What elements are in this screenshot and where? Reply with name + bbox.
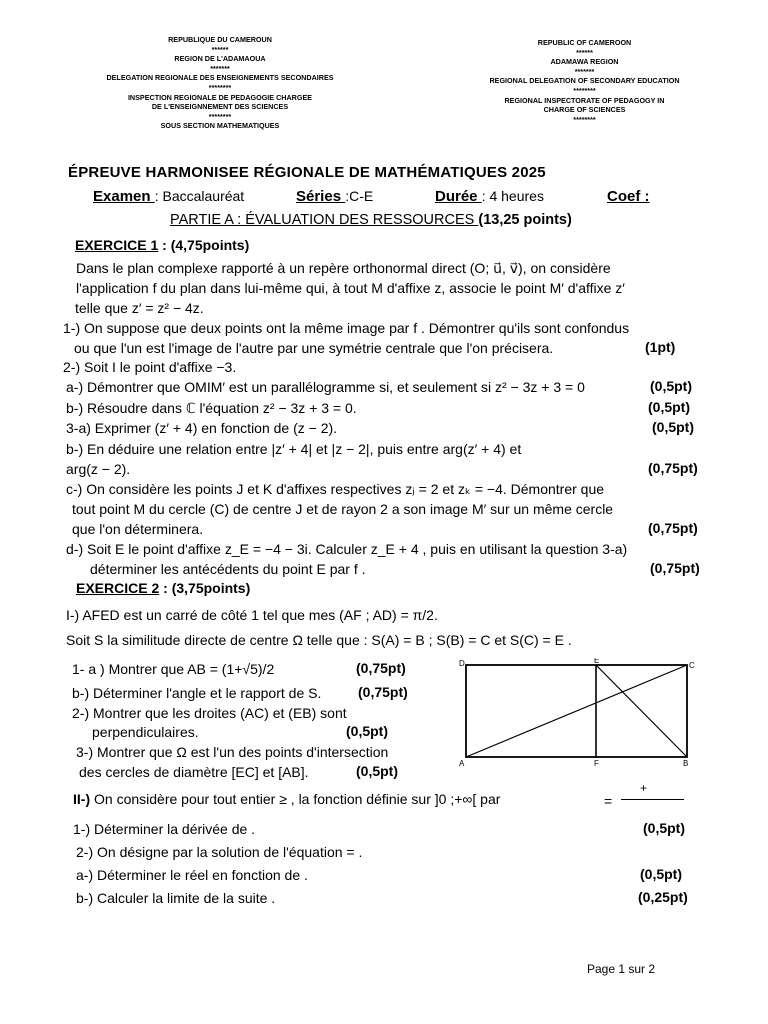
duree-label: Durée — [435, 188, 482, 205]
exercise-1-heading — [75, 237, 249, 253]
ex1-q3b-line2: arg(z − 2). — [66, 461, 131, 477]
ex2-q2-points: (0,5pt) — [346, 723, 388, 739]
ex2-part2-q2: 2-) On désigne par la solution de l'équation = . — [76, 844, 363, 860]
part2-label: II-) — [73, 791, 91, 807]
ex1-q2b-points: (0,5pt) — [648, 399, 690, 415]
partie-label: PARTIE A : ÉVALUATION DES RESSOURCES — [170, 212, 479, 228]
header-line: REGIONAL DELEGATION OF SECONDARY EDUCATION — [489, 76, 680, 86]
ex2-q3-line1: 3-) Montrer que Ω est l'un des points d'intersection — [76, 744, 389, 760]
ex2-q1b-points: (0,75pt) — [358, 684, 408, 700]
fraction-numerator: + — [640, 781, 648, 795]
exam-info — [93, 188, 244, 205]
exercise-1-points: : (4,75points) — [158, 237, 250, 253]
label-c: C — [689, 661, 695, 670]
label-b: B — [683, 759, 689, 768]
header-line: REGIONAL INSPECTORATE OF PEDAGOGY IN — [504, 95, 665, 105]
header-line: DELEGATION REGIONALE DES ENSEIGNEMENTS SECONDAIRES — [106, 73, 334, 83]
exercise-2-points: : (3,75points) — [159, 580, 251, 596]
exercise-2-heading — [76, 580, 250, 596]
series-value: :C-E — [345, 188, 374, 204]
ex1-q2b: b-) Résoudre dans ℂ l'équation z² − 3z + 3 = 0. — [66, 400, 357, 416]
header-line: REPUBLIC OF CAMEROON — [537, 38, 632, 47]
ex2-q3-line2: des cercles de diamètre [EC] et [AB]. — [79, 764, 309, 780]
header-line: ****** — [576, 47, 593, 57]
label-d: D — [459, 659, 465, 668]
ex2-part2-q2b: b-) Calculer la limite de la suite . — [76, 890, 276, 906]
ex2-q1a: 1- a ) Montrer que AB = (1+√5)/2 — [72, 661, 275, 677]
ex1-q3a-points: (0,5pt) — [652, 419, 694, 435]
ex1-q3c-line1: c-) On considère les points J et K d'affixes respectives zⱼ = 2 et zₖ = −4. Démontrer que — [66, 481, 605, 497]
segment-ac — [466, 665, 687, 757]
ex1-intro-line1: Dans le plan complexe rapporté à un repère orthonormal direct (O; u⃗, v⃗), on considère — [76, 260, 611, 276]
coef-label: Coef : — [607, 188, 650, 205]
ex1-q1-points: (1pt) — [645, 339, 676, 355]
ex1-q3d-line2: déterminer les antécédents du point E par f . — [90, 561, 366, 577]
ex1-q3d-line1: d-) Soit E le point d'affixe z_E = −4 − 3i. Calculer z_E + 4 , puis en utilisant la question 3-a) — [66, 541, 628, 557]
header-line: CHARGE OF SCIENCES — [543, 105, 626, 115]
ex2-q2-line1: 2-) Montrer que les droites (AC) et (EB) sont — [72, 705, 347, 721]
ex2-part2-q1: 1-) Déterminer la dérivée de . — [73, 821, 256, 837]
ex2-part1-line2: Soit S la similitude directe de centre Ω telle que : S(A) = B ; S(B) = C et S(C) = E . — [66, 632, 572, 648]
ex2-part2-q2a-points: (0,5pt) — [640, 866, 682, 882]
equals-sign: = — [604, 793, 613, 809]
series-info — [296, 188, 373, 205]
header-line: ******* — [210, 63, 230, 73]
ex1-q1-line1: 1-) On suppose que deux points ont la même image par f . Démontrer qu'ils sont confondus — [63, 320, 630, 336]
ex2-part1-line1: I-) AFED est un carré de côté 1 tel que mes (AF ; AD) = π/2. — [66, 607, 438, 623]
part2-text: On considère pour tout entier ≥ , la fonction définie sur ]0 ;+∞[ par — [90, 791, 501, 807]
page-number: Page 1 sur 2 — [587, 962, 656, 976]
header-line: REGION DE L'ADAMAOUA — [174, 54, 266, 64]
examen-value: : Baccalauréat — [154, 188, 245, 204]
ex1-q3c-line3: que l'on déterminera. — [72, 521, 204, 537]
ex1-q2a: a-) Démontrer que OMIM′ est un parallélogramme si, et seulement si z² − 3z + 3 = 0 — [66, 379, 585, 395]
header-line: ******** — [208, 82, 232, 92]
series-label: Séries — [296, 188, 346, 205]
ex2-q1b: b-) Déterminer l'angle et le rapport de S. — [72, 685, 322, 701]
ex1-q3d-points: (0,75pt) — [650, 560, 700, 576]
header-en — [462, 38, 707, 124]
ex1-q2: 2-) Soit I le point d'affixe −3. — [63, 359, 237, 375]
header-line: REPUBLIQUE DU CAMEROUN — [168, 35, 272, 44]
rectangle-figure — [455, 658, 705, 770]
header-line: DE L'ENSEIGNNEMENT DES SCIENCES — [151, 102, 289, 112]
partie-points: (13,25 points) — [478, 212, 572, 228]
page-title: ÉPREUVE HARMONISEE RÉGIONALE DE MATHÉMATIQUES 2025 — [68, 164, 546, 181]
ex2-part2-intro — [73, 790, 500, 808]
ex1-intro-line2: l'application f du plan dans lui-même qui, à tout M d'affixe z, associe le point M′ d'affixe z′ — [76, 280, 625, 296]
header-line: ******* — [574, 66, 595, 76]
ex2-q2-line2: perpendiculaires. — [92, 724, 199, 740]
duree-value: : 4 heures — [481, 188, 544, 204]
ex1-intro-line3: telle que z′ = z² − 4z. — [75, 300, 204, 316]
header-line: ******** — [573, 114, 596, 124]
label-f: F — [594, 759, 599, 768]
ex2-part2-q2b-points: (0,25pt) — [638, 889, 688, 905]
ex1-q3c-line2: tout point M du cercle (C) de centre J et de rayon 2 a son image M′ sur un même cercle — [72, 501, 614, 517]
label-e: E — [594, 658, 600, 665]
header-line: ******** — [208, 111, 232, 121]
ex1-q3b-line1: b-) En déduire une relation entre |z′ + 4| et |z − 2|, puis entre arg(z′ + 4) et — [66, 441, 522, 457]
ex2-q1a-points: (0,75pt) — [356, 660, 406, 676]
exercise-1-title: EXERCICE 1 — [75, 237, 159, 253]
header-line: ADAMAWA REGION — [550, 57, 619, 67]
header-line: ******** — [573, 85, 596, 95]
header-line: ****** — [211, 44, 229, 54]
ex2-part2-q2a: a-) Déterminer le réel en fonction de . — [76, 867, 308, 883]
ex1-q3b-points: (0,75pt) — [648, 460, 698, 476]
header-fr — [80, 35, 360, 131]
header-line: INSPECTION REGIONALE DE PEDAGOGIE CHARGEE — [127, 92, 313, 102]
label-a: A — [459, 759, 465, 768]
ex1-q3c-points: (0,75pt) — [648, 520, 698, 536]
partie-heading — [170, 212, 572, 228]
examen-label: Examen — [93, 188, 155, 205]
ex2-part2-q1-points: (0,5pt) — [643, 820, 685, 836]
segment-eb — [596, 665, 687, 757]
ex1-q2a-points: (0,5pt) — [650, 378, 692, 394]
ex1-q3a: 3-a) Exprimer (z′ + 4) en fonction de (z − 2). — [66, 420, 338, 436]
ex1-q1-line2: ou que l'un est l'image de l'autre par une symétrie centrale que l'on précisera. — [74, 340, 554, 356]
exercise-2-title: EXERCICE 2 — [76, 580, 160, 596]
header-line: SOUS SECTION MATHEMATIQUES — [160, 121, 280, 131]
ex2-q3-points: (0,5pt) — [356, 763, 398, 779]
duree-info — [435, 188, 544, 205]
fraction-bar — [621, 799, 684, 800]
